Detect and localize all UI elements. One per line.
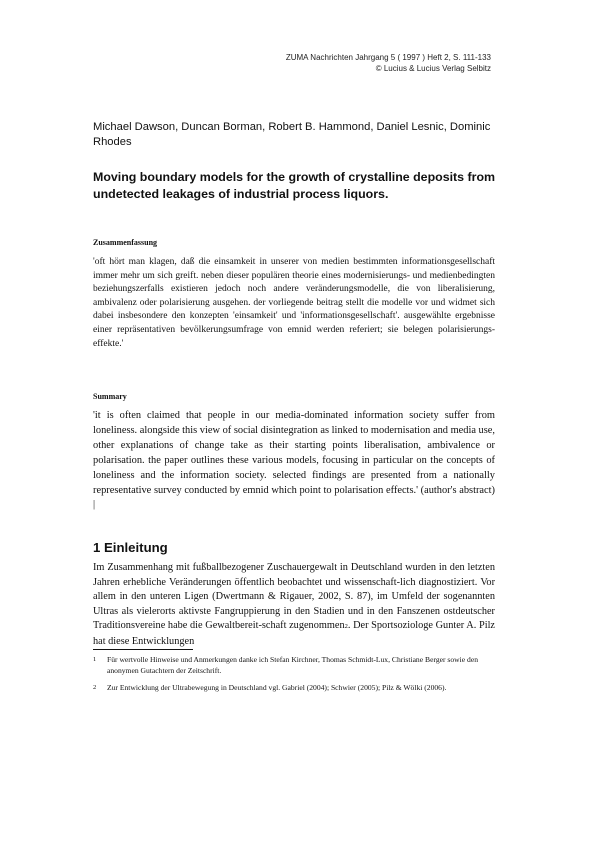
section-body bbox=[93, 561, 495, 649]
zusammenfassung-text: 'oft hört man klagen, daß die einsamkeit in unserer von medien bestimmten informationsgesellschaft immer mehr um sich greift. neben dieser populären theorie eines modernisierungs- und medienbedingten beziehungszerfalls existieren jedoch noch andere veränderungsmodelle, die von liberalisierung, ambivalenz oder polarisierung ausgehen. der vorliegende beitrag stellt die modelle vor und widmet sich dabei insbesondere den konzepten 'einsamkeit' und 'informationsgesellschaft'. ausgewählte ergebnisse einer repräsentativen bevölkerungsumfrage von emnid werden referiert; sie belegen polarisierungs-effekte.' bbox=[93, 257, 495, 349]
footnote-reference: 2 bbox=[344, 623, 348, 630]
footnote-number: 1 bbox=[93, 656, 97, 663]
footnote bbox=[93, 683, 503, 694]
footnote bbox=[93, 655, 503, 676]
footnote-text: Zur Entwicklung der Ultrabewegung in Deutschland vgl. Gabriel (2004); Schwier (2005); Pilz & Wölki (2006). bbox=[107, 683, 447, 692]
journal-citation: ZUMA Nachrichten Jahrgang 5 ( 1997 ) Heft 2, S. 111-133 bbox=[285, 53, 491, 62]
footnote-text: Für wertvolle Hinweise und Anmerkungen danke ich Stefan Kirchner, Thomas Schmidt-Lux, Christiane Berger sowie den anonymen Gutachtern der Zeitschrift. bbox=[107, 655, 479, 675]
paper-title: Moving boundary models for the growth of crystalline deposits from undetected leakages of industrial process liquors. bbox=[93, 170, 496, 201]
summary-text: 'it is often claimed that people in our media-dominated information society suffer from loneliness. alongside this view of social disintegration as linked to modernisation and media use, other explanations of change take as their starting points liberalisation, ambivalence or polarisation. the paper outlines these various models, focusing in particular on the concepts of loneliness and the information society. selected findings are presented from a nationally representative survey conducted by emnid which point to polarisation effects.' (author's abstract) | bbox=[93, 410, 495, 511]
journal-header bbox=[286, 52, 491, 74]
footnote-number: 2 bbox=[93, 684, 97, 691]
author-list: Michael Dawson, Duncan Borman, Robert B. Hammond, Daniel Lesnic, Dominic Rhodes bbox=[93, 121, 491, 148]
zusammenfassung-heading: Zusammenfassung bbox=[93, 238, 158, 247]
footnote-divider bbox=[93, 649, 193, 650]
summary-heading: Summary bbox=[93, 392, 127, 401]
body-text-part2: . Der Sportsoziologe Gunter A. Pilz hat diese Entwicklungen bbox=[93, 620, 495, 647]
section-heading: 1 Einleitung bbox=[93, 540, 168, 555]
body-text-part1: Im Zusammenhang mit fußballbezogener Zuschauergewalt in Deutschland wurden in den letzten Jahren erhebliche Veränderungen öffentlich beobachtet und wissenschaft-lich diagnostiziert. Vor allem in den unteren Ligen (Dwertmann & Rigauer, 2002, S. 87), im Umfeld der sogenannten Ultras als vielerorts aktivste Fangruppierung in den Stadien und in den Fanszenen ostdeutscher Traditionsvereine habe die Gewaltbereit-schaft zugenommen bbox=[93, 562, 495, 631]
publisher-copyright: © Lucius & Lucius Verlag Selbitz bbox=[375, 64, 491, 73]
